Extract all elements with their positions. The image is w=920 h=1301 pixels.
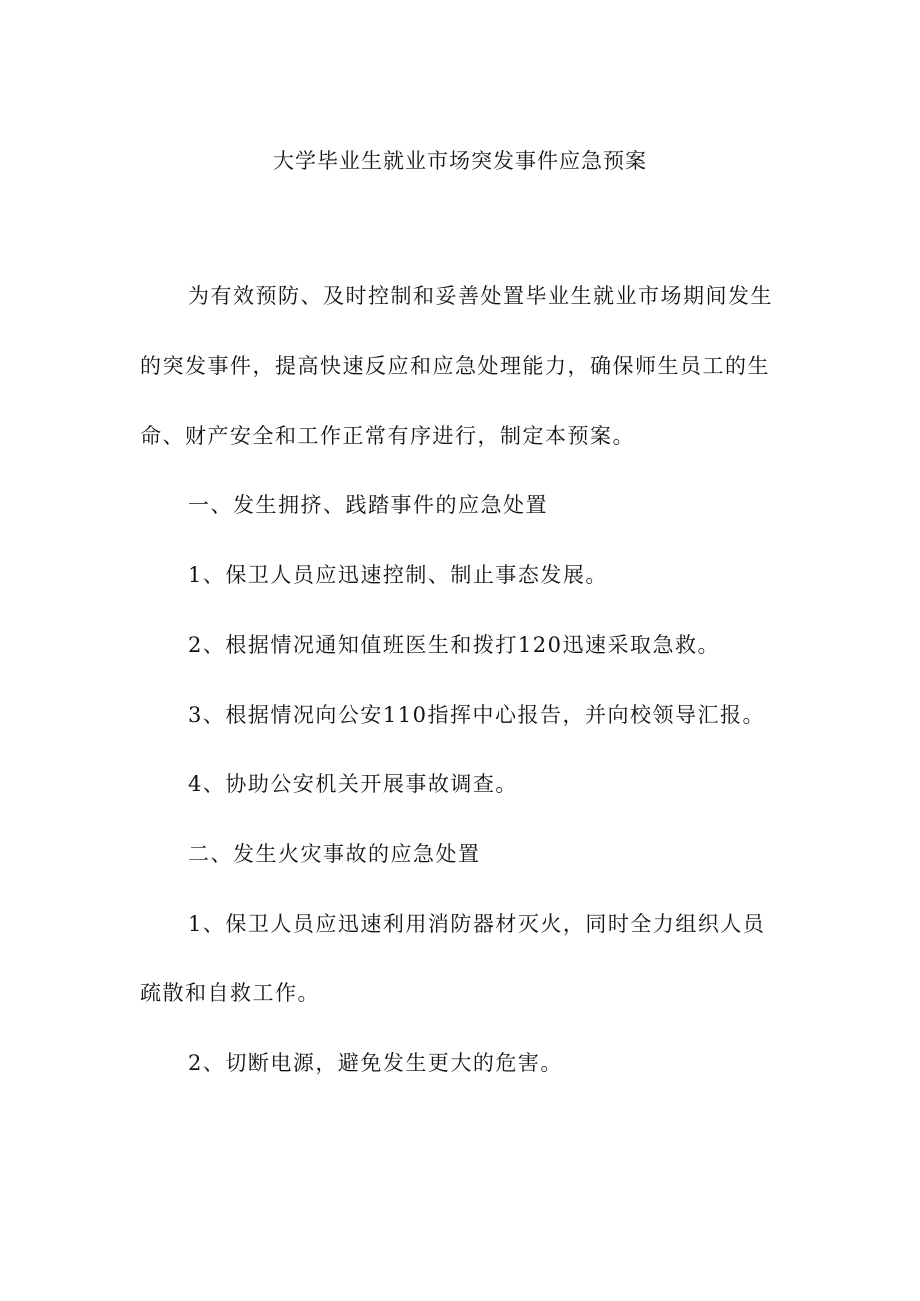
list-item: 2、根据情况通知值班医生和拨打120迅速采取急救。 [188, 633, 720, 657]
section-heading: 二、发生火灾事故的应急处置 [188, 842, 481, 866]
paragraph-line: 的突发事件，提高快速反应和应急处理能力，确保师生员工的生 [140, 354, 770, 378]
paragraph-line: 命、财产安全和工作正常有序进行，制定本预案。 [140, 424, 635, 448]
document-title: 大学毕业生就业市场突发事件应急预案 [273, 149, 647, 173]
section-heading: 一、发生拥挤、践踏事件的应急处置 [188, 493, 548, 517]
list-item: 4、协助公安机关开展事故调查。 [188, 772, 518, 796]
list-item: 1、保卫人员应迅速控制、制止事态发展。 [188, 563, 608, 587]
paragraph-line: 为有效预防、及时控制和妥善处置毕业生就业市场期间发生 [188, 284, 773, 308]
list-item: 1、保卫人员应迅速利用消防器材灭火，同时全力组织人员 [188, 912, 766, 936]
list-item: 2、切断电源，避免发生更大的危害。 [188, 1051, 563, 1075]
list-item-continuation: 疏散和自救工作。 [140, 981, 320, 1005]
list-item: 3、根据情况向公安110指挥中心报告，并向校领导汇报。 [188, 703, 765, 727]
